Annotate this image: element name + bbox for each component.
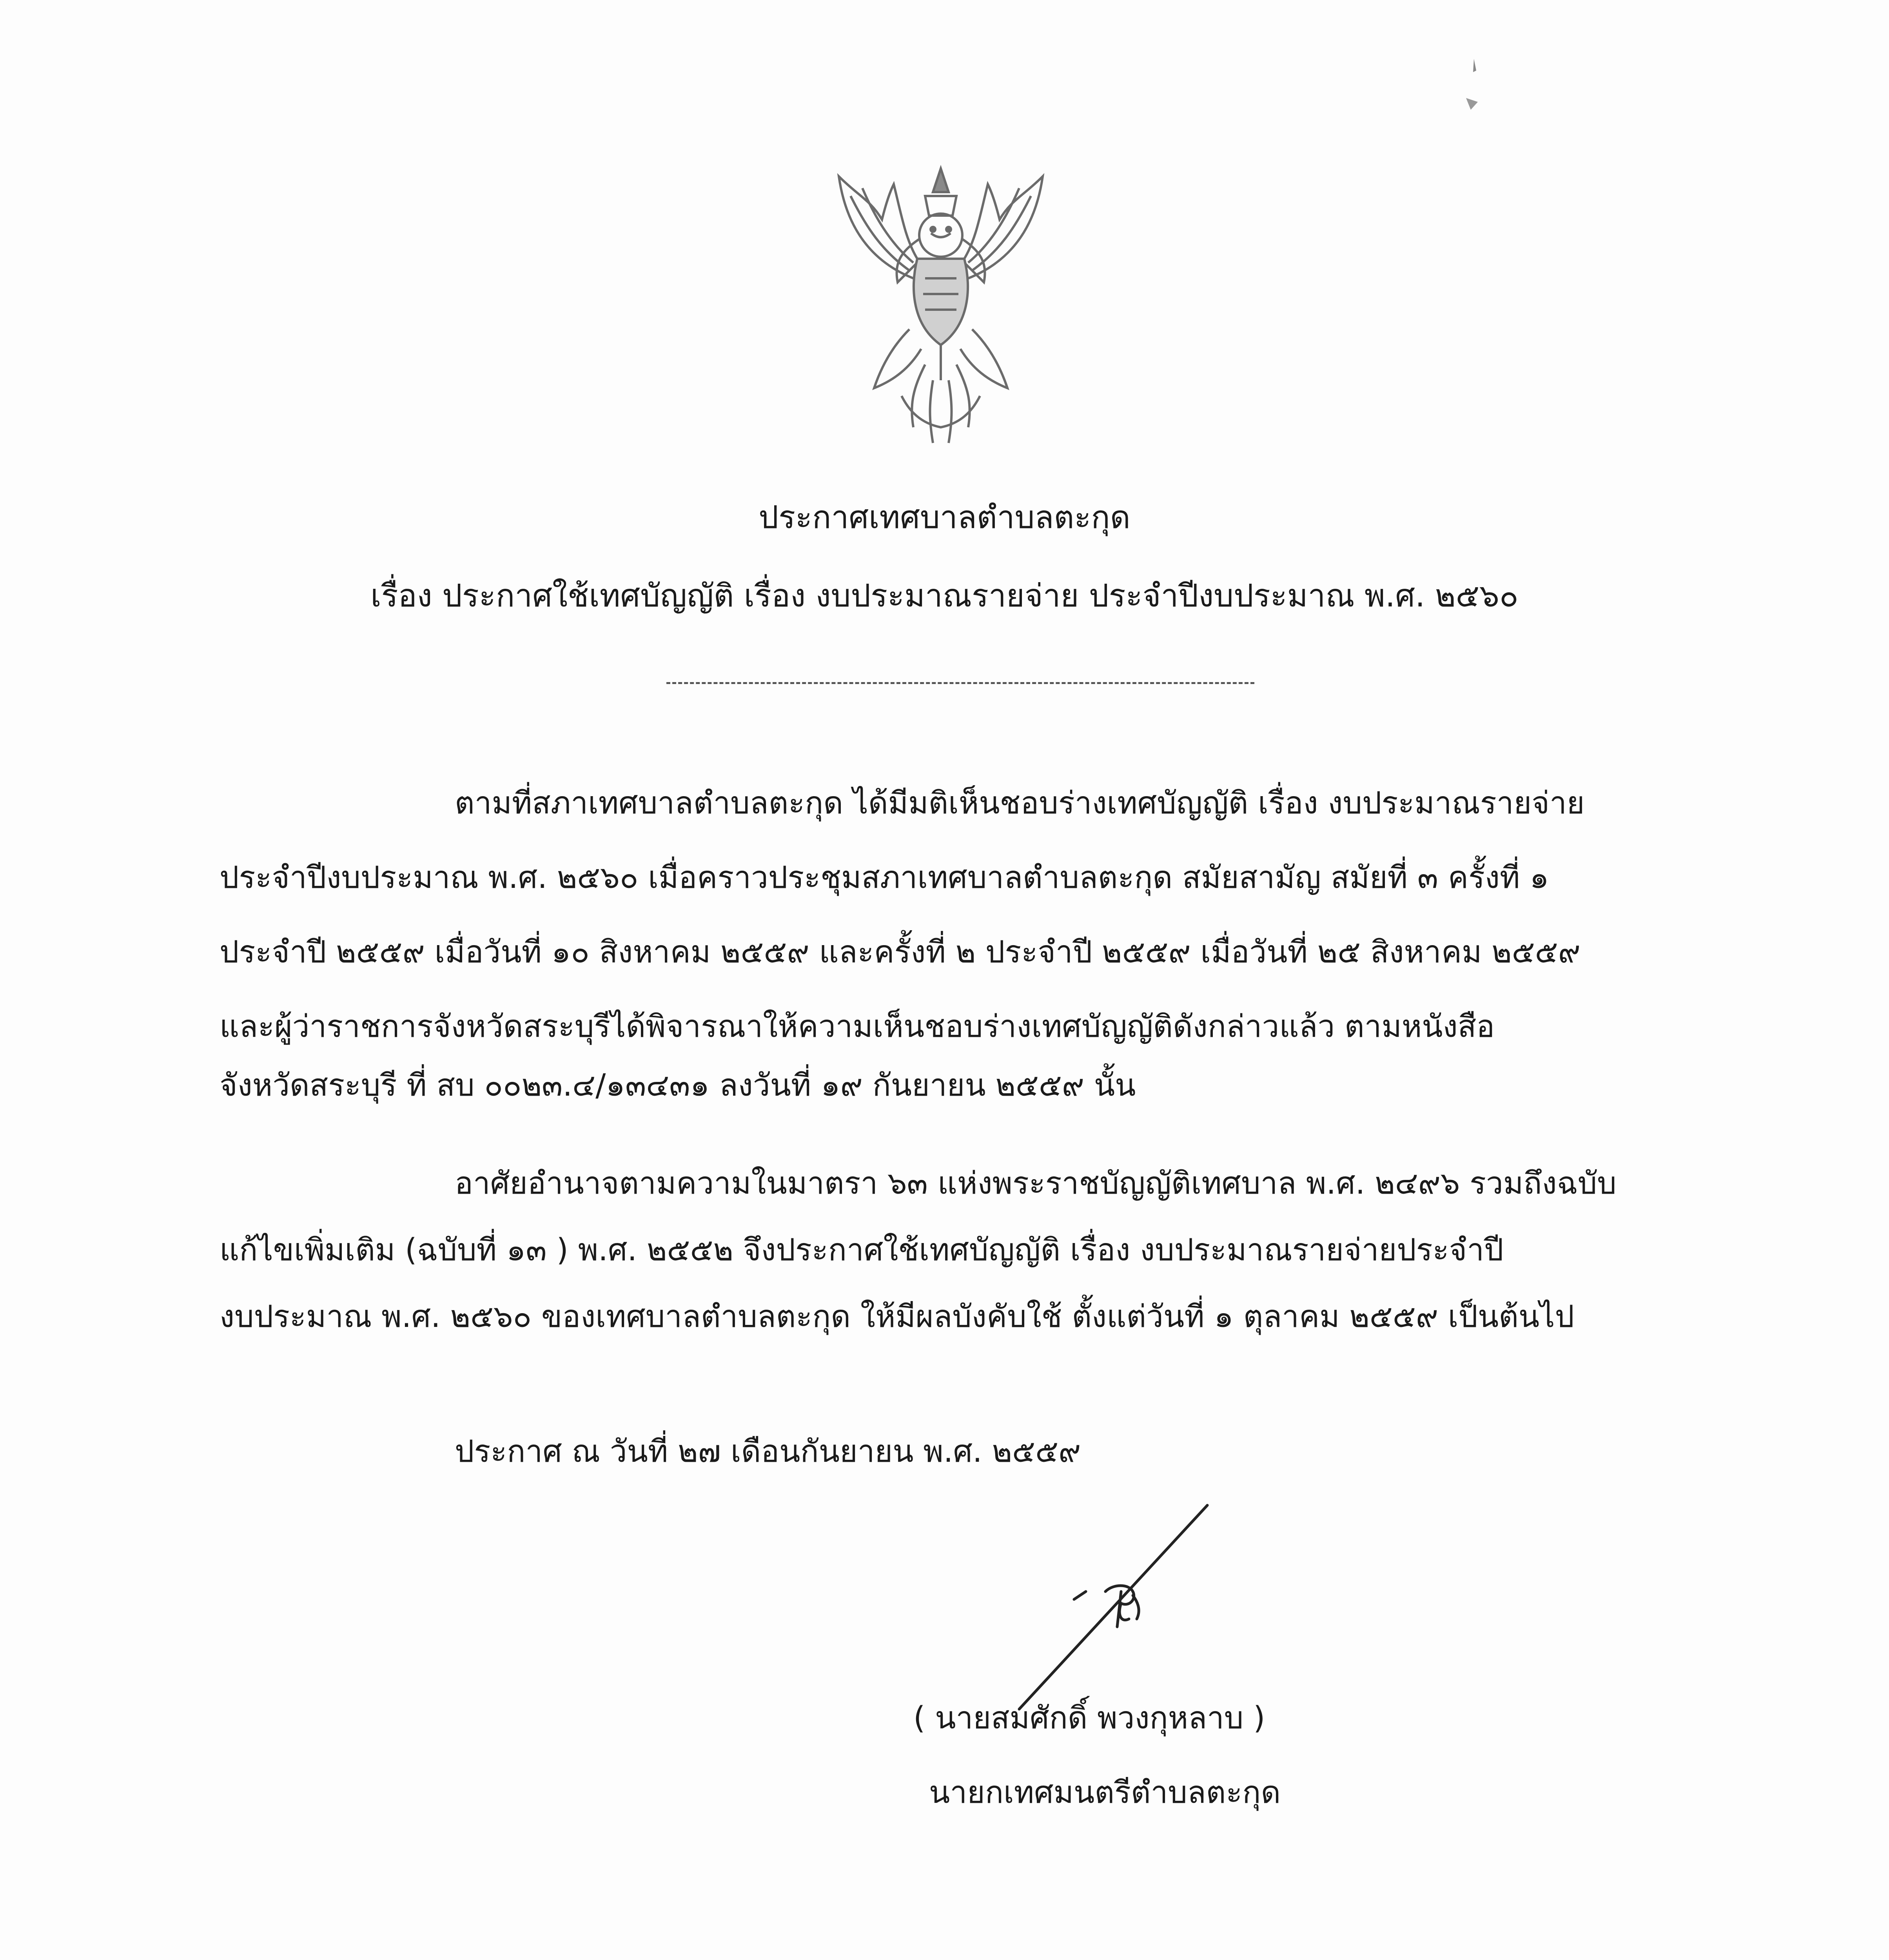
paragraph-line: ประจำปี ๒๕๕๙ เมื่อวันที่ ๑๐ สิงหาคม ๒๕๕๙ และครั้งที่ ๒ ประจำปี ๒๕๕๙ เมื่อวันที่ ๒๕ สิงหาคม ๒๕๕๙ [220,935,1581,970]
handwritten-signature-icon [1003,1497,1223,1717]
paragraph-line: จังหวัดสระบุรี ที่ สบ ๐๐๒๓.๔/๑๓๔๓๑ ลงวันที่ ๑๙ กันยายน ๒๕๕๙ นั้น [220,1068,1136,1103]
announcement-subject: เรื่อง ประกาศใช้เทศบัญญัติ เรื่อง งบประมาณรายจ่าย ประจำปีงบประมาณ พ.ศ. ๒๕๖๐ [370,577,1519,614]
garuda-emblem-icon [815,161,1066,459]
paragraph-line: ประจำปีงบประมาณ พ.ศ. ๒๕๖๐ เมื่อคราวประชุมสภาเทศบาลตำบลตะกุด สมัยสามัญ สมัยที่ ๓ ครั้งที่ ๑ [220,860,1549,895]
scan-speck-icon [1450,55,1497,118]
dashed-divider [666,682,1254,684]
paragraph-line: แก้ไขเพิ่มเติม (ฉบับที่ ๑๓ ) พ.ศ. ๒๕๕๒ จึงประกาศใช้เทศบัญญัติ เรื่อง งบประมาณรายจ่ายประจำปี [220,1232,1504,1268]
paragraph-line: และผู้ว่าราชการจังหวัดสระบุรีได้พิจารณาให้ความเห็นชอบร่างเทศบัญญัติดังกล่าวแล้ว ตามหนังสือ [220,1009,1495,1044]
signatory-name: ( นายสมศักดิ์ พวงกุหลาบ ) [913,1700,1265,1736]
announcement-title: ประกาศเทศบาลตำบลตะกุด [759,499,1130,535]
announcement-date: ประกาศ ณ วันที่ ๒๗ เดือนกันยายน พ.ศ. ๒๕๕๙ [455,1434,1081,1469]
paragraph-line: อาศัยอำนาจตามความในมาตรา ๖๓ แห่งพระราชบัญญัติเทศบาล พ.ศ. ๒๔๙๖ รวมถึงฉบับ [455,1166,1617,1201]
paragraph-line: ตามที่สภาเทศบาลตำบลตะกุด ได้มีมติเห็นชอบร่างเทศบัญญัติ เรื่อง งบประมาณรายจ่าย [455,786,1585,821]
paragraph-line: งบประมาณ พ.ศ. ๒๕๖๐ ของเทศบาลตำบลตะกุด ให้มีผลบังคับใช้ ตั้งแต่วันที่ ๑ ตุลาคม ๒๕๕๙ เป็นต้นไป [220,1299,1574,1334]
signatory-title: นายกเทศมนตรีตำบลตะกุด [929,1775,1281,1810]
